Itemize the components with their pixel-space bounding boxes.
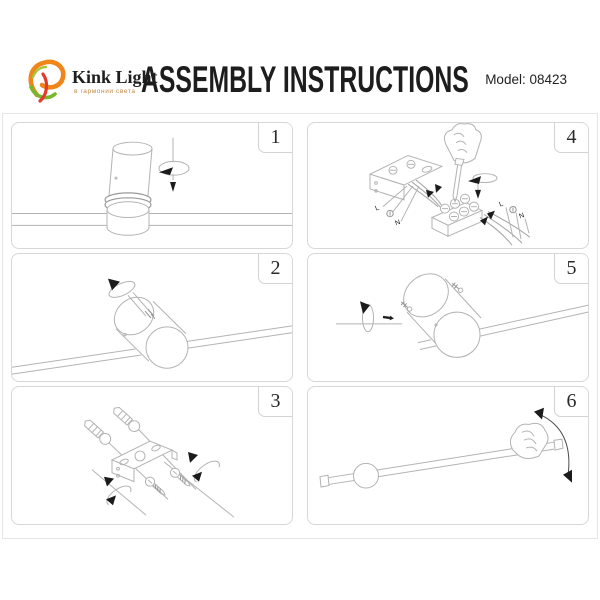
step-panel-5 [307,253,589,382]
brand-name: Kink Light [72,66,158,87]
wire-label-left-l: L [374,204,381,213]
step-number-3: 3 [258,387,292,417]
page-title-wrap [60,61,549,98]
step-4-illustration-wiring [308,123,588,248]
header [0,55,600,111]
step-panel-1 [11,122,293,249]
step-number-4: 4 [554,123,588,153]
steps-grid [11,122,589,530]
step-panel-4 [307,122,589,249]
brand-tagline: в гармонии света [74,87,136,95]
step-1-illustration-twist-canopy [12,123,292,248]
step-6-illustration-rotate-arm [308,387,588,524]
step-5-illustration-side-screw [308,254,588,381]
instruction-sheet [2,113,598,539]
wire-label-right-l: L [498,200,505,209]
step-3-illustration-wall-bracket [12,387,292,524]
step-number-1: 1 [258,123,292,153]
wire-label-left-n: N [394,218,402,228]
step-panel-3 [11,386,293,525]
step-panel-2 [11,253,293,382]
model-number: Model: 08423 [485,72,567,87]
step-2-illustration-screw-canopy [12,254,292,381]
wire-label-right-n: N [518,212,526,221]
step-number-6: 6 [554,387,588,417]
step-panel-6 [307,386,589,525]
step-number-2: 2 [258,254,292,284]
step-number-5: 5 [554,254,588,284]
page-title: ASSEMBLY INSTRUCTIONS [140,59,469,100]
